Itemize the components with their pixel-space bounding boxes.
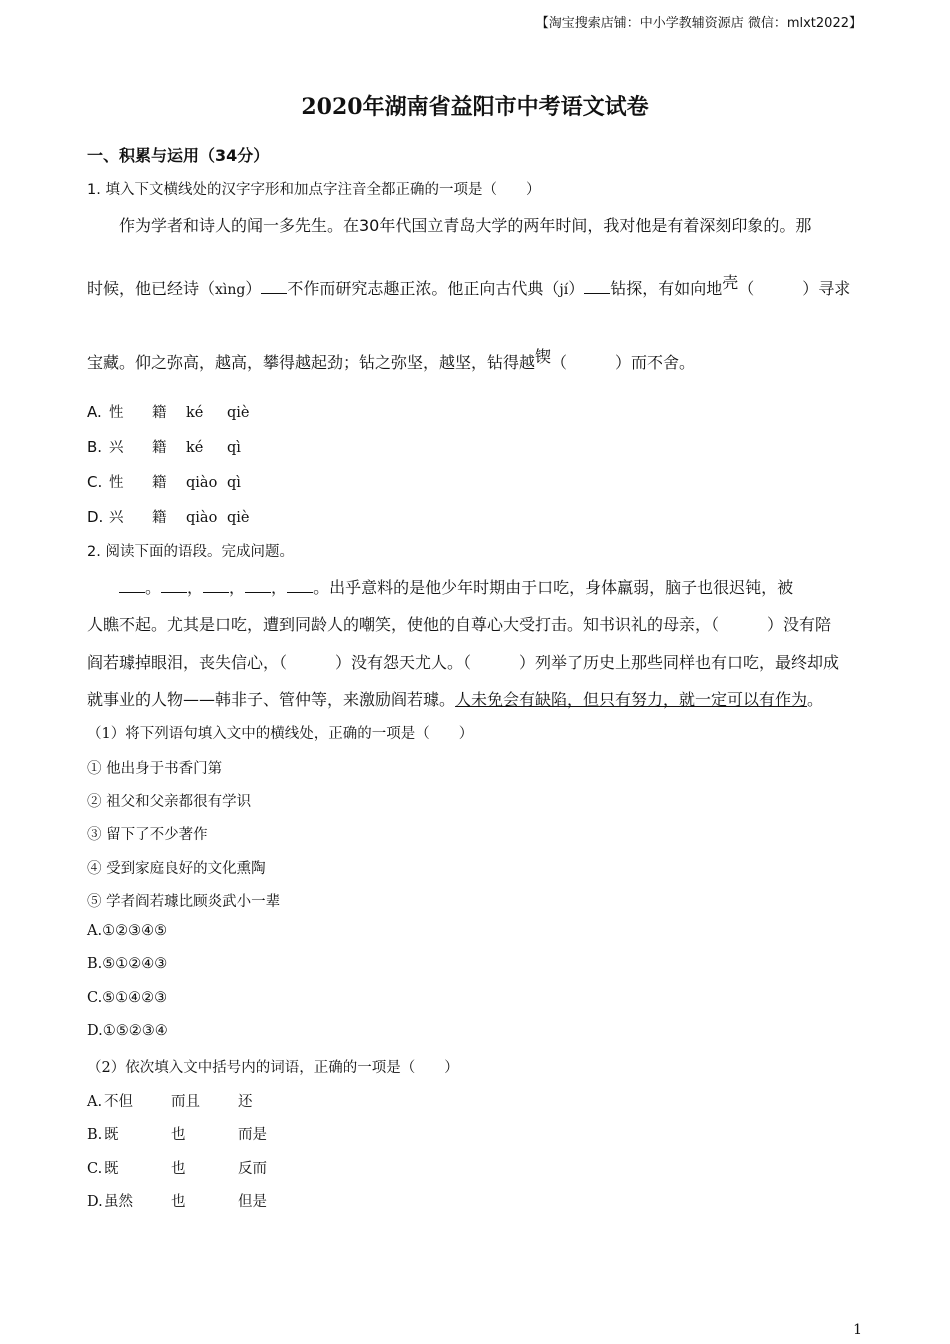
option-word-2: 而且: [171, 1094, 200, 1110]
q2-passage-line-2: 人瞧不起。尤其是口吃，遭到同龄人的嘲笑，使他的自尊心大受打击。知书识礼的母亲，（ ）没有陪: [87, 615, 832, 634]
question-2-stem: [87, 540, 294, 561]
q1-passage-line-2: 时候，他已经诗（xìng） 不作而研究志趣正浓。他正向古代典（jí） 钻探，有如向地壳（ ）寻求: [87, 273, 851, 298]
option-pinyin-2: qì: [227, 440, 241, 456]
fill-blank: [287, 578, 313, 593]
sentence-item: ④ 受到家庭良好的文化熏陶: [87, 860, 266, 877]
q1-passage-line-1: 作为学者和诗人的闻一多先生。在30年代国立青岛大学的两年时间，我对他是有着深刻印象的。那: [119, 216, 812, 235]
fill-blank: [584, 279, 610, 294]
dotted-char-qie: 锲: [535, 347, 552, 366]
q2-passage-line-3: 阎若璩掉眼泪，丧失信心，（ ）没有怨天尤人。（ ）列举了历史上那些同样也有口吃，最终却成: [87, 653, 840, 672]
fill-blank: [261, 279, 287, 294]
fill-blank: [161, 578, 187, 593]
question-number: 2.: [87, 544, 101, 560]
sentence-item: ② 祖父和父亲都很有学识: [87, 794, 252, 811]
option-label: C.: [87, 473, 103, 491]
option-word-3: 但是: [238, 1193, 267, 1210]
option-char-1: 性: [109, 475, 124, 491]
option-char-1: 性: [109, 405, 124, 421]
option-pinyin-1: ké: [186, 440, 204, 456]
option-word-2: 也: [171, 1160, 186, 1177]
q1-option-d: [87, 506, 250, 527]
option-pinyin-2: qì: [227, 475, 241, 491]
option-pinyin-1: qiào: [186, 510, 218, 526]
option-char-1: 兴: [109, 440, 124, 456]
q1-passage-line-3: 宝藏。仰之弥高，越高，攀得越起劲；钻之弥坚，越坚，钻得越锲（ ）而不舍。: [87, 347, 696, 372]
option-label: A.: [87, 403, 102, 421]
option-char-1: 兴: [109, 510, 124, 526]
q1-option-b: [87, 436, 241, 457]
underlined-sentence: 人未免会有缺陷，但只有努力，就一定可以有作为: [455, 690, 808, 709]
sub2-option: [87, 1123, 267, 1144]
q1-option-a: [87, 401, 250, 422]
dotted-char-ke: 壳: [722, 273, 739, 292]
sub1-option: A.①②③④⑤: [87, 923, 168, 939]
page-header: 【淘宝搜索店铺：中小学教辅资源店 微信：mlxt2022】: [535, 16, 862, 31]
option-label: B.: [87, 1127, 103, 1144]
question-number: 1.: [87, 182, 101, 198]
page-number: 1: [853, 1322, 862, 1338]
option-word-1: 既: [104, 1127, 119, 1144]
question-text: 填入下文横线处的汉字字形和加点字注音全都正确的一项是（ ）: [105, 182, 541, 198]
option-label: D.: [87, 508, 104, 526]
option-char-2: 籍: [152, 440, 167, 456]
sub-question-2: （2）依次填入文中括号内的词语，正确的一项是（ ）: [87, 1060, 459, 1076]
pinyin-ji: jí: [559, 282, 569, 298]
sub2-option: [87, 1157, 267, 1178]
fill-blank: [119, 578, 145, 593]
option-pinyin-2: qiè: [227, 405, 250, 421]
option-word-2: 也: [171, 1127, 186, 1144]
option-label: C.: [87, 1160, 103, 1177]
option-word-1: 不但: [104, 1094, 133, 1110]
option-label: B.: [87, 438, 103, 456]
sentence-item: ③ 留下了不少著作: [87, 827, 208, 844]
sentence-item: ① 他出身于书香门第: [87, 761, 223, 777]
option-word-2: 也: [171, 1193, 186, 1210]
fill-blank: [203, 578, 229, 593]
option-word-1: 既: [104, 1160, 119, 1177]
pinyin-xing: xìng: [215, 282, 246, 298]
option-label: A.: [87, 1094, 103, 1110]
option-char-2: 籍: [152, 510, 167, 526]
q2-passage-line-1: 。 ， ， ， 。出乎意料的是他少年时期由于口吃，身体羸弱，脑子也很迟钝，被: [119, 575, 793, 598]
q2-passage-line-4: 就事业的人物——韩非子、管仲等，来激励阎若璩。人未免会有缺陷，但只有努力，就一定可以有作为。: [87, 690, 824, 709]
sentence-item: ⑤ 学者阎若璩比顾炎武小一辈: [87, 893, 281, 910]
question-text: 阅读下面的语段。完成问题。: [105, 544, 294, 560]
exam-title: 2020年湖南省益阳市中考语文试卷: [301, 94, 649, 120]
option-pinyin-2: qiè: [227, 510, 250, 526]
fill-blank: [245, 578, 271, 593]
sub-question-1: （1）将下列语句填入文中的横线处，正确的一项是（ ）: [87, 726, 474, 742]
option-word-3: 还: [238, 1094, 253, 1110]
option-pinyin-1: ké: [186, 405, 204, 421]
option-char-2: 籍: [152, 475, 167, 491]
sub1-option: C.⑤①④②③: [87, 989, 168, 1006]
sub2-option: [87, 1090, 253, 1111]
question-1-stem: [87, 178, 540, 199]
q1-option-c: [87, 471, 241, 492]
option-word-3: 而是: [238, 1127, 267, 1144]
option-word-1: 虽然: [104, 1193, 133, 1210]
option-pinyin-1: qiào: [186, 475, 218, 491]
option-char-2: 籍: [152, 405, 167, 421]
sub2-option: [87, 1190, 267, 1211]
sub1-option: D.①⑤②③④: [87, 1022, 168, 1039]
sub1-option: B.⑤①②④③: [87, 956, 168, 973]
section-heading: 一、积累与运用（34分）: [87, 146, 270, 165]
option-label: D.: [87, 1193, 103, 1210]
option-word-3: 反而: [238, 1160, 267, 1177]
